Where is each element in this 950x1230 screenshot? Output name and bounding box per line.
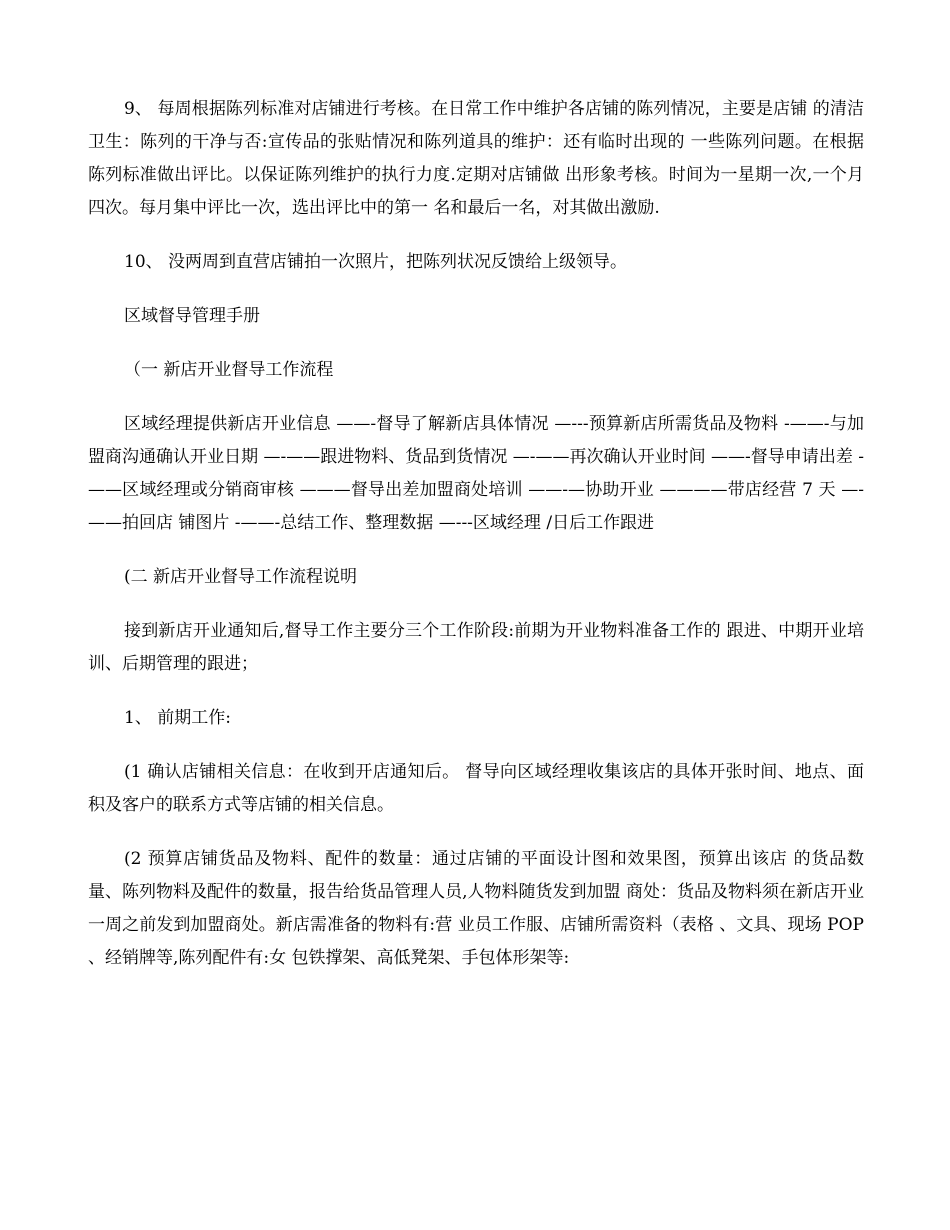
paragraph-three-stages: 接到新店开业通知后,督导工作主要分三个工作阶段:前期为开业物料准备工作的 跟进、中期开业培训、后期管理的跟进； [88, 621, 864, 674]
section-title-manual: 区域督导管理手册 [124, 306, 260, 326]
section-heading-opening-process: （一 新店开业督导工作流程 [124, 360, 334, 380]
paragraph-display-inspection: 9、 每周根据陈列标准对店铺进行考核。在日常工作中维护各店铺的陈列情况，主要是店铺 的清洁卫生：陈列的干净与否:宣传品的张贴情况和陈列道具的维护：还有临时出现的 一些陈列问题。在根据陈列标准做出评比。以保证陈列维护的执行力度.定期对店铺做 出形象考核。时间为一星期一次,一个月四次。每月集中评比一次，选出评比中的第一 名和最后一名，对其做出激励. [88, 99, 864, 218]
paragraph-budget-materials: (2 预算店铺货品及物料、配件的数量：通过店铺的平面设计图和效果图，预算出该店 的货品数量、陈列物料及配件的数量，报告给货品管理人员,人物料随货发到加盟 商处：货品及物料须在新店开业一周之前发到加盟商处。新店需准备的物料有:营 业员工作服、店铺所需资料（表格 、文具、现场 POP 、经销牌等,陈列配件有:女 包铁撑架、高低凳架、手包体形架等: [88, 849, 864, 968]
section-heading-process-explanation: (二 新店开业督导工作流程说明 [124, 567, 358, 587]
subheading-early-work: 1、 前期工作: [124, 708, 231, 728]
paragraph-process-flow: 区域经理提供新店开业信息 ——-督导了解新店具体情况 —---预算新店所需货品及物料 -——-与加 盟商沟通确认开业日期 —-——跟进物料、货品到货情况 —-——再次确认开业时间 ——-督导申请出差 -——区域经理或分销商审核 ———督导出差加盟商处培训 ——-—协助开业 ————带店经营 7 天 —-——拍回店 铺图片 -——-总结工作、整理数据 —---区域经理 /日后工作跟进 [88, 414, 864, 533]
paragraph-confirm-store-info: (1 确认店铺相关信息：在收到开店通知后。 督导向区域经理收集该店的具体开张时间、地点、面积及客户的联系方式等店铺的相关信息。 [88, 762, 864, 815]
paragraph-photo-feedback: 10、 没两周到直营店铺拍一次照片，把陈列状况反馈给上级领导。 [124, 252, 628, 272]
